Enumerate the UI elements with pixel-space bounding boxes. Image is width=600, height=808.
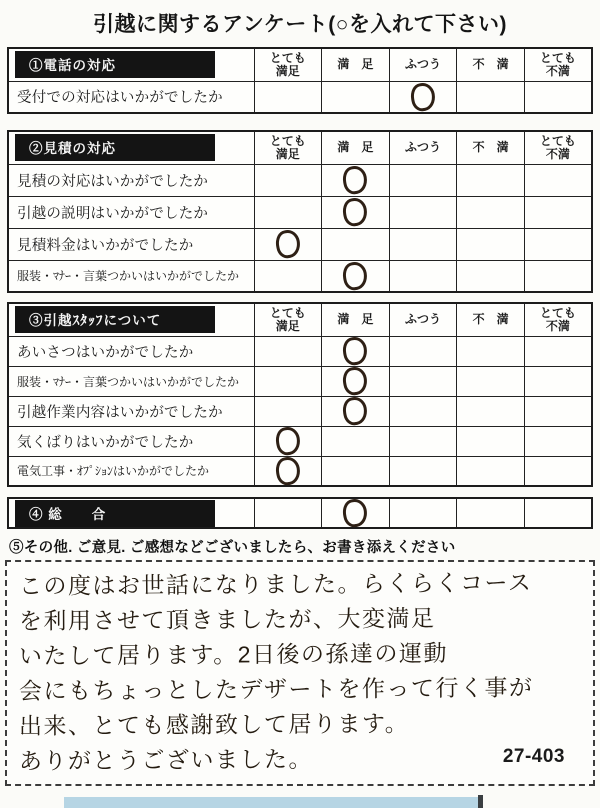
rating-cell <box>457 260 525 292</box>
rating-cell <box>254 366 322 396</box>
question-cell: あいさつはいかがでしたか <box>8 336 254 366</box>
rating-cell <box>254 81 322 113</box>
rating-cell <box>389 396 457 426</box>
section1-header-row <box>8 48 592 81</box>
answer-circle <box>274 425 302 457</box>
rating-header-neutral: ふつう <box>389 131 457 164</box>
rating-cell <box>254 456 322 486</box>
question-cell: 引越の説明はいかがでしたか <box>8 196 254 228</box>
question-row <box>8 336 592 366</box>
rating-header-satisfied: 満 足 <box>322 48 390 81</box>
answer-circle <box>409 81 437 113</box>
answer-circle <box>274 228 302 260</box>
rating-cell <box>457 366 525 396</box>
rating-cell <box>457 426 525 456</box>
question-row <box>8 196 592 228</box>
section3-header-cell <box>8 303 254 336</box>
section2-table <box>7 130 593 293</box>
answer-circle <box>341 395 369 427</box>
rating-header-very-dissatisfied: とても 不満 <box>524 303 592 336</box>
rating-cell <box>389 228 457 260</box>
answer-circle <box>341 497 369 529</box>
question-cell: 見積の対応はいかがでしたか <box>8 164 254 196</box>
rating-header-dissatisfied: 不 満 <box>457 131 525 164</box>
rating-cell <box>254 196 322 228</box>
rating-cell <box>322 228 390 260</box>
rating-cell <box>524 260 592 292</box>
rating-cell <box>322 336 390 366</box>
question-cell: 服装・ﾏﾅｰ・言葉つかいはいかがでしたか <box>8 260 254 292</box>
section3-header-row <box>8 303 592 336</box>
rating-cell <box>322 456 390 486</box>
rating-cell <box>457 396 525 426</box>
rating-cell <box>389 366 457 396</box>
question-row <box>8 366 592 396</box>
rating-cell <box>254 498 322 528</box>
section5-title: ⑤その他. ご意見. ご感想などございましたら、お書き添えください <box>9 540 456 556</box>
rating-cell <box>524 498 592 528</box>
rating-cell <box>389 164 457 196</box>
rating-cell <box>457 196 525 228</box>
section2-header-cell <box>8 131 254 164</box>
rating-header-dissatisfied: 不 満 <box>457 303 525 336</box>
page-title: 引越に関するアンケート(○を入れて下さい) <box>93 13 507 36</box>
rating-cell <box>254 228 322 260</box>
rating-cell <box>322 164 390 196</box>
rating-cell <box>322 260 390 292</box>
comment-box <box>5 560 595 786</box>
rating-header-very-satisfied: とても 満足 <box>254 48 322 81</box>
rating-cell <box>457 81 525 113</box>
rating-cell <box>457 456 525 486</box>
rating-cell <box>389 456 457 486</box>
rating-cell <box>457 336 525 366</box>
section1-header-cell <box>8 48 254 81</box>
rating-cell <box>524 426 592 456</box>
rating-cell <box>254 164 322 196</box>
scan-artifact-blue-band <box>64 797 478 808</box>
question-row <box>8 81 592 113</box>
question-row <box>8 260 592 292</box>
section4-row <box>8 498 592 528</box>
answer-circle <box>341 196 369 228</box>
rating-cell <box>457 228 525 260</box>
rating-header-dissatisfied: 不 満 <box>457 48 525 81</box>
rating-cell <box>524 336 592 366</box>
handwritten-comment-line: いたして居ります。2日後の孫達の運動 <box>18 639 449 669</box>
rating-header-very-dissatisfied: とても 不満 <box>524 131 592 164</box>
answer-circle <box>274 455 302 487</box>
section4-title: ④ 総 合 <box>15 500 215 527</box>
rating-header-very-dissatisfied: とても 不満 <box>524 48 592 81</box>
question-row <box>8 164 592 196</box>
question-cell: 見積料金はいかがでしたか <box>8 228 254 260</box>
question-row <box>8 456 592 486</box>
rating-header-neutral: ふつう <box>389 303 457 336</box>
scan-artifact-strip <box>64 797 478 808</box>
rating-cell <box>322 498 390 528</box>
question-row <box>8 228 592 260</box>
rating-header-very-satisfied: とても 満足 <box>254 131 322 164</box>
question-row <box>8 426 592 456</box>
rating-cell <box>457 498 525 528</box>
rating-cell <box>389 81 457 113</box>
rating-header-very-satisfied: とても 満足 <box>254 303 322 336</box>
section1-table <box>7 47 593 114</box>
rating-header-satisfied: 満 足 <box>322 303 390 336</box>
rating-cell <box>389 336 457 366</box>
rating-cell <box>389 260 457 292</box>
section2-header-row <box>8 131 592 164</box>
handwritten-comment-line: ありがとうございました。 <box>18 745 314 774</box>
rating-cell <box>254 260 322 292</box>
question-cell: 引越作業内容はいかがでしたか <box>8 396 254 426</box>
answer-circle <box>341 260 369 292</box>
section4-header-cell <box>8 498 254 528</box>
answer-circle <box>341 335 369 367</box>
rating-cell <box>322 396 390 426</box>
rating-cell <box>457 164 525 196</box>
rating-cell <box>254 336 322 366</box>
rating-cell <box>389 498 457 528</box>
handwritten-comment-line: 出来、とても感謝致して居ります。 <box>18 710 410 739</box>
section4-table <box>7 497 593 529</box>
handwritten-comment-line: この度はお世話になりました。らくらくコース <box>18 569 533 599</box>
rating-cell <box>524 196 592 228</box>
answer-circle <box>341 365 369 397</box>
rating-cell <box>524 228 592 260</box>
rating-header-satisfied: 満 足 <box>322 131 390 164</box>
rating-header-neutral: ふつう <box>389 48 457 81</box>
rating-cell <box>322 196 390 228</box>
rating-cell <box>322 81 390 113</box>
section1-title: ①電話の対応 <box>15 51 215 78</box>
section3-title: ③引越ｽﾀｯﾌについて <box>15 306 215 333</box>
handwritten-comment-line: 会にもちょっとしたデザートを作って行く事が <box>18 674 534 704</box>
rating-cell <box>254 396 322 426</box>
question-cell: 服装・ﾏﾅｰ・言葉つかいはいかがでしたか <box>8 366 254 396</box>
question-cell: 電気工事・ｵﾌﾟｼｮﾝはいかがでしたか <box>8 456 254 486</box>
form-code: 27-403 <box>497 746 565 768</box>
rating-cell <box>254 426 322 456</box>
section3-table <box>7 302 593 487</box>
rating-cell <box>524 456 592 486</box>
rating-cell <box>389 426 457 456</box>
rating-cell <box>524 81 592 113</box>
rating-cell <box>322 426 390 456</box>
question-cell: 受付での対応はいかがでしたか <box>8 81 254 113</box>
scan-artifact-edge-line <box>478 795 483 808</box>
answer-circle <box>341 164 369 196</box>
rating-cell <box>524 164 592 196</box>
handwritten-comment-line: を利用させて頂きましたが、大変満足 <box>18 605 436 634</box>
question-row <box>8 396 592 426</box>
rating-cell <box>389 196 457 228</box>
rating-cell <box>322 366 390 396</box>
section2-title: ②見積の対応 <box>15 134 215 161</box>
question-cell: 気くばりはいかがでしたか <box>8 426 254 456</box>
rating-cell <box>524 396 592 426</box>
rating-cell <box>524 366 592 396</box>
